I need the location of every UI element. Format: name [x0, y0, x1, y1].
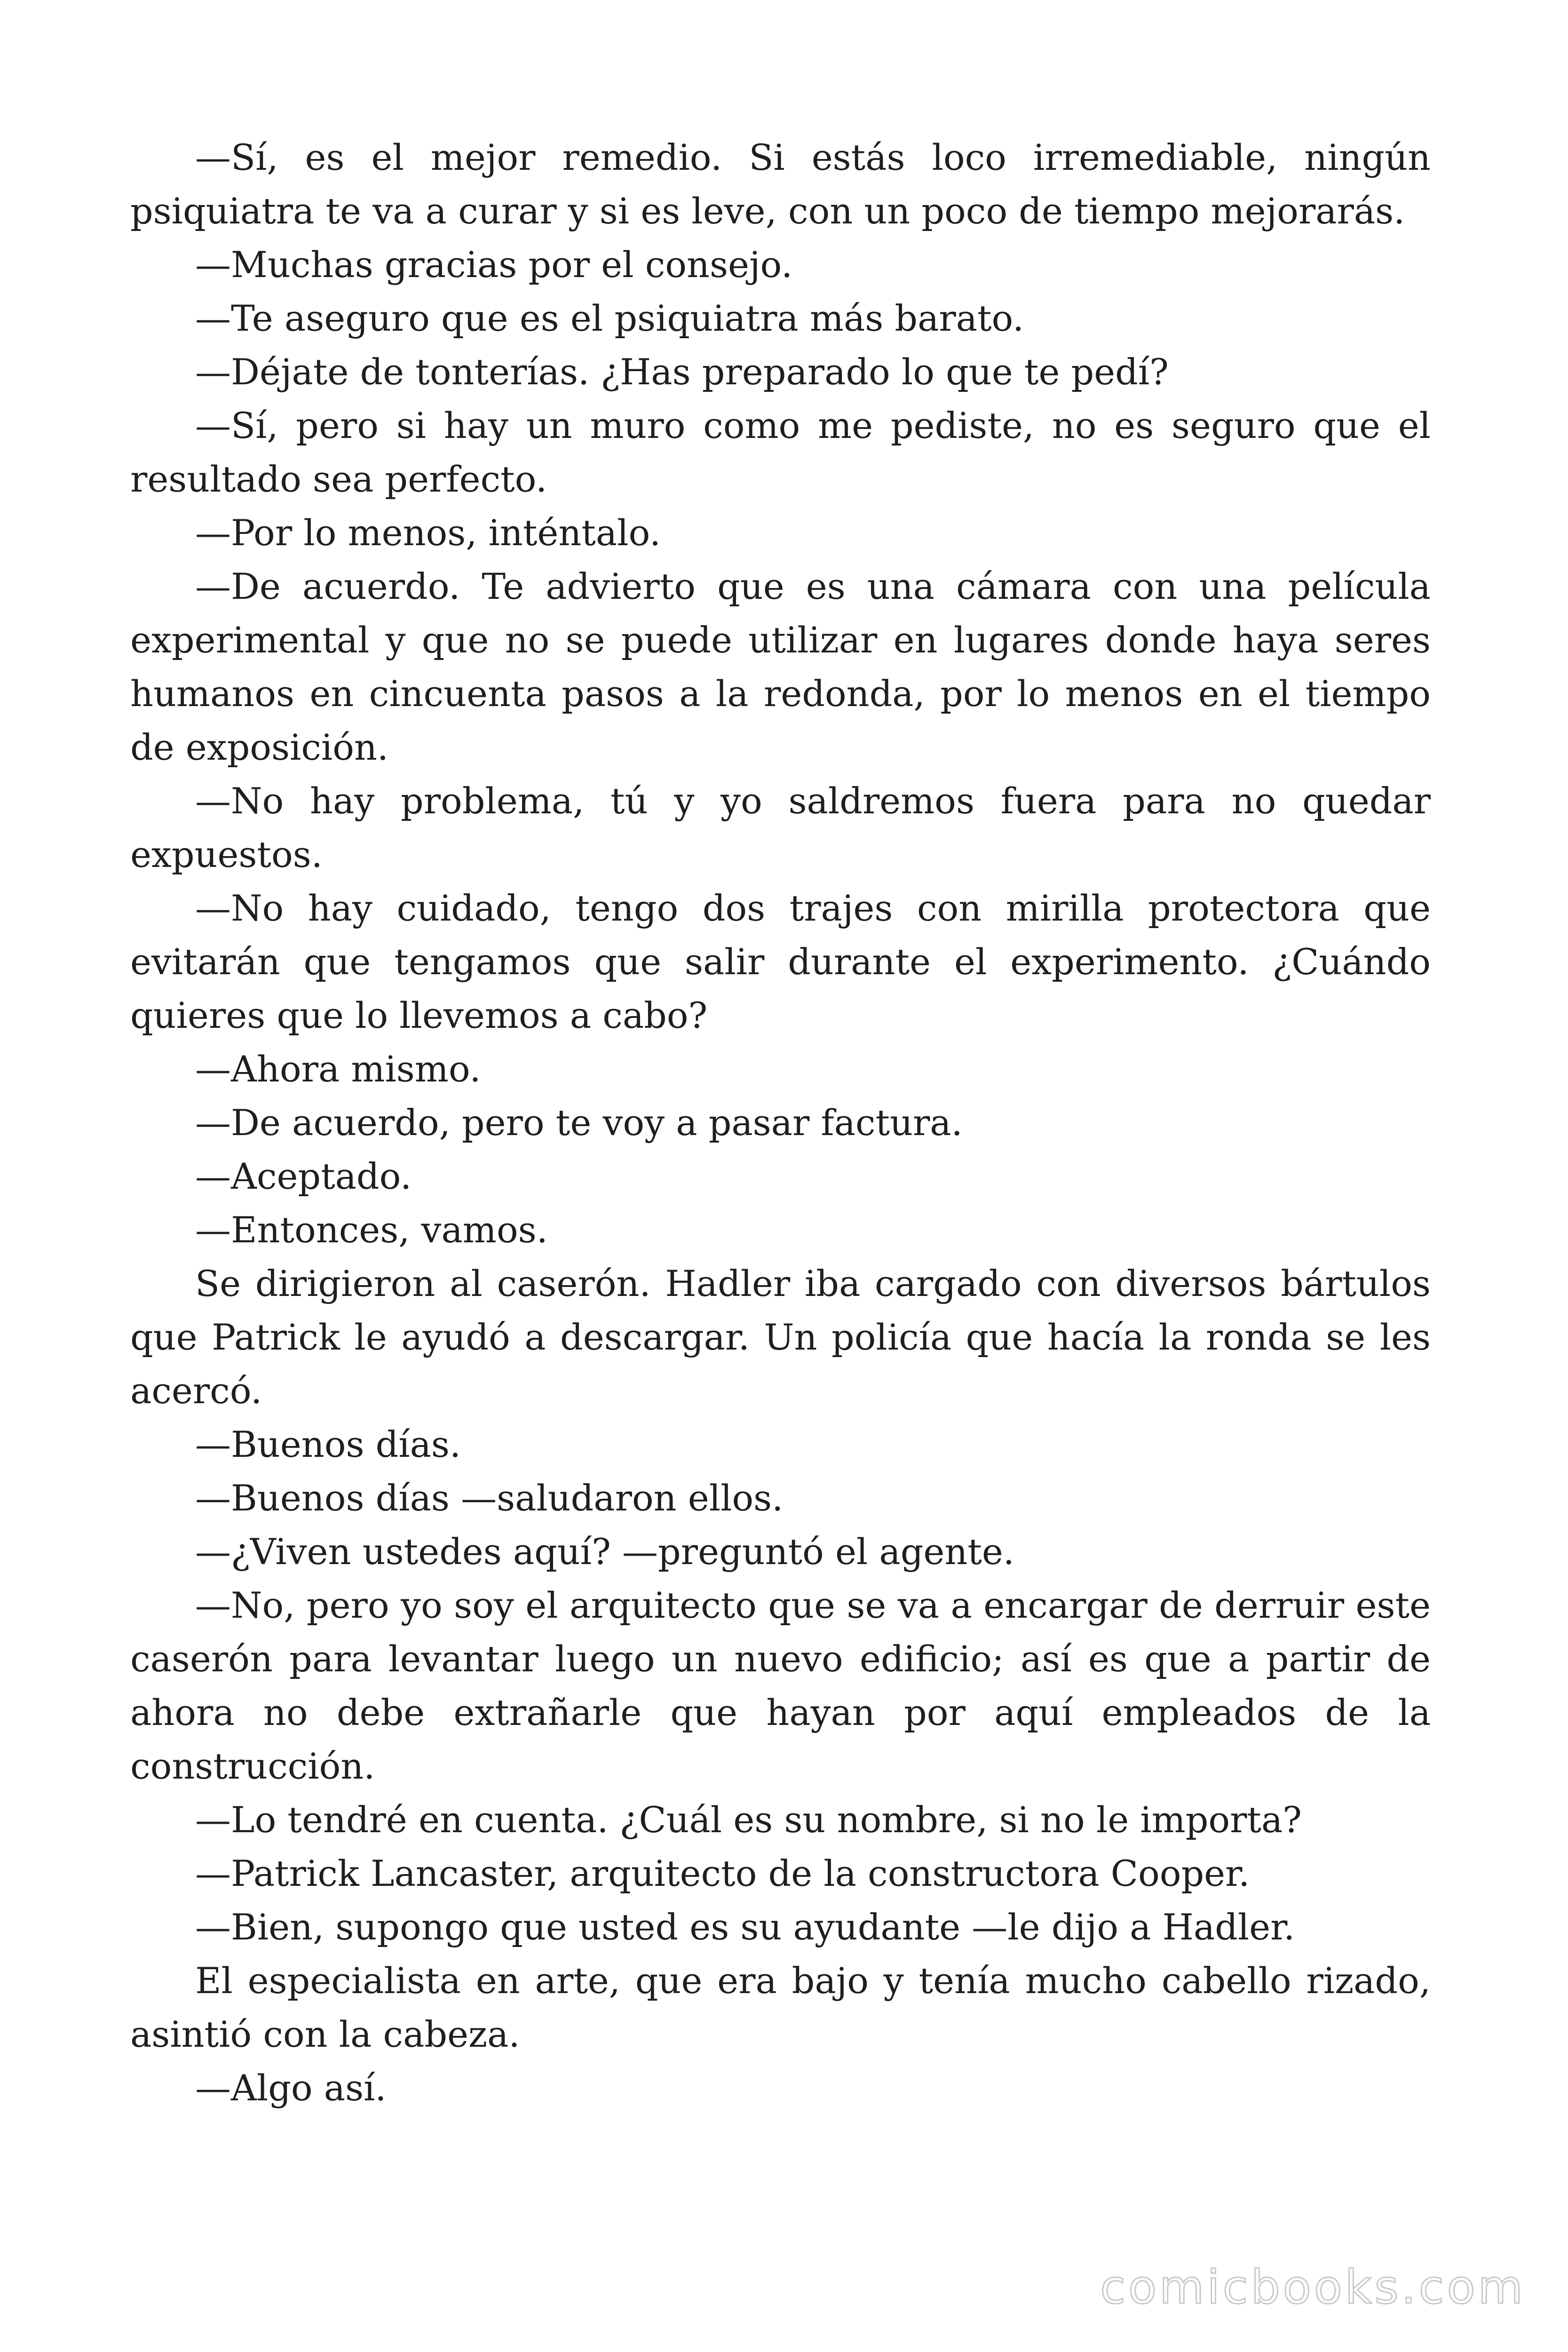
paragraph: —Por lo menos, inténtalo.: [195, 512, 661, 554]
paragraph: —No hay cuidado, tengo dos trajes con mirilla protectora que evitarán que tengamos que salir durante el experimento. ¿Cuándo quieres que lo llevemos a cabo?: [130, 887, 1431, 1036]
paragraph: —Muchas gracias por el consejo.: [195, 244, 793, 286]
paragraph: —No hay problema, tú y yo saldremos fuera para no quedar expuestos.: [130, 780, 1431, 875]
paragraph: —Te aseguro que es el psiquiatra más barato.: [195, 297, 1024, 339]
paragraph: —Bien, supongo que usted es su ayudante —le dijo a Hadler.: [195, 1906, 1295, 1948]
paragraph: —No, pero yo soy el arquitecto que se va a encargar de derruir este caserón para levantar luego un nuevo edificio; así es que a partir de ahora no debe extrañarle que hayan por aquí empleados de la construcción.: [130, 1584, 1431, 1787]
paragraph: —De acuerdo, pero te voy a pasar factura.: [195, 1102, 963, 1144]
paragraph: —Lo tendré en cuenta. ¿Cuál es su nombre, si no le importa?: [195, 1799, 1302, 1841]
paragraph: —Algo así.: [195, 2067, 387, 2109]
paragraph: —Ahora mismo.: [195, 1048, 481, 1090]
watermark: comicbooks.com: [1100, 2261, 1526, 2314]
paragraph: —Entonces, vamos.: [195, 1209, 548, 1251]
paragraph: —Patrick Lancaster, arquitecto de la constructora Cooper.: [195, 1852, 1250, 1894]
paragraph: —Sí, es el mejor remedio. Si estás loco irremediable, ningún psiquiatra te va a curar y si es leve, con un poco de tiempo mejorarás.: [130, 136, 1431, 232]
body-text: [130, 131, 1431, 2115]
paragraph: —Buenos días.: [195, 1423, 461, 1465]
paragraph: —De acuerdo. Te advierto que es una cámara con una película experimental y que no se puede utilizar en lugares donde haya seres humanos en cincuenta pasos a la redonda, por lo menos en el tiempo de exposición.: [130, 565, 1431, 768]
paragraph: El especialista en arte, que era bajo y tenía mucho cabello rizado, asintió con la cabeza.: [130, 1960, 1431, 2055]
paragraph: —¿Viven ustedes aquí? —preguntó el agente.: [195, 1531, 1014, 1573]
paragraph: Se dirigieron al caserón. Hadler iba cargado con diversos bártulos que Patrick le ayudó a descargar. Un policía que hacía la ronda se les acercó.: [130, 1263, 1431, 1412]
paragraph: —Buenos días —saludaron ellos.: [195, 1477, 784, 1519]
paragraph: —Sí, pero si hay un muro como me pediste, no es seguro que el resultado sea perfecto.: [130, 405, 1431, 500]
paragraph: —Aceptado.: [195, 1155, 412, 1197]
paragraph: —Déjate de tonterías. ¿Has preparado lo que te pedí?: [195, 351, 1169, 393]
